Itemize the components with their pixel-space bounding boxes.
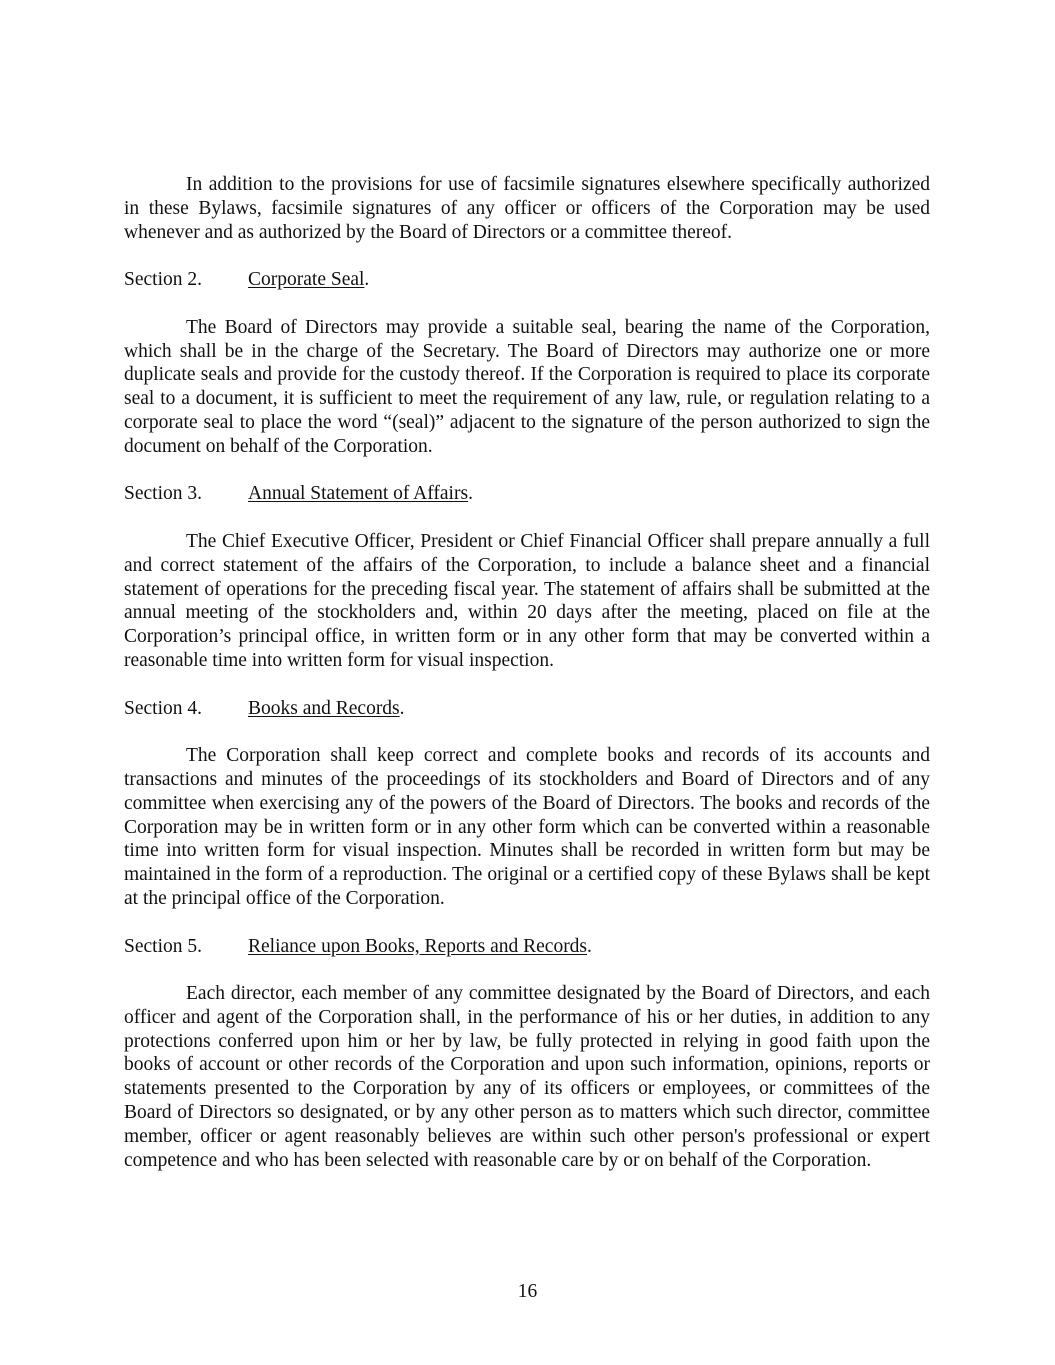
section-title: Annual Statement of Affairs [248,483,469,505]
paragraph-reliance: Each director, each member of any committee designated by the Board of Directors, and each officer and agent of the Corporation shall, in the performance of his or her duties, in addition to any protections conferred upon him or her by law, be fully protected in relying in good faith upon the books of account or other records of the Corporation and upon such information, opinions, reports or statements presented to the Corporation by any of its officers or employees, or committees of the Board of Directors so designated, or by any other person as to matters which such director, committee member, officer or agent reasonably believes are within such other person's professional or expert competence and who has been selected with reasonable care by or on behalf of the Corporation. [124,983,930,1171]
section-number: Section 2. [124,269,202,291]
section-number: Section 5. [124,935,202,957]
section-heading-2 [124,268,930,292]
document-body [124,173,930,1172]
paragraph-facsimile-signatures: In addition to the provisions for use of facsimile signatures elsewhere specifically authorized in these Bylaws, facsimile signatures of any officer or officers of the Corporation may be used whenever and as authorized by the Board of Directors or a committee thereof. [124,174,930,243]
section-title: Corporate Seal [248,269,365,291]
page-number: 16 [517,1281,538,1302]
section-title: Books and Records [248,697,400,719]
section-heading-5 [124,935,930,959]
section-title: Reliance upon Books, Reports and Records [248,935,588,957]
section-number: Section 4. [124,697,202,719]
paragraph-corporate-seal: The Board of Directors may provide a suitable seal, bearing the name of the Corporation, which shall be in the charge of the Secretary. The Board of Directors may authorize one or more duplicate seals and provide for the custody thereof. If the Corporation is required to place its corporate seal to a document, it is sufficient to meet the requirement of any law, rule, or regulation relating to a corporate seal to place the word “(seal)” adjacent to the signature of the person authorized to sign the document on behalf of the Corporation. [124,316,930,457]
section-number: Section 3. [124,483,202,505]
section-title-period: . [364,269,370,291]
paragraph-books-records: The Corporation shall keep correct and complete books and records of its accounts and transactions and minutes of the proceedings of its stockholders and Board of Directors and of any committee when exercising any of the powers of the Board of Directors. The books and records of the Corporation may be in written form or in any other form which can be converted within a reasonable time into written form for visual inspection. Minutes shall be recorded in written form but may be maintained in the form of a reproduction. The original or a certified copy of these Bylaws shall be kept at the principal office of the Corporation. [124,745,930,909]
section-title-period: . [399,697,405,719]
section-title-period: . [587,935,592,957]
section-heading-3 [124,482,930,506]
section-title-period: . [468,483,473,505]
paragraph-annual-statement: The Chief Executive Officer, President or Chief Financial Officer shall prepare annually a full and correct statement of the affairs of the Corporation, to include a balance sheet and a financial statement of operations for the preceding fiscal year. The statement of affairs shall be submitted at the annual meeting of the stockholders and, within 20 days after the meeting, placed on file at the Corporation’s principal office, in written form or in any other form that may be converted within a reasonable time into written form for visual inspection. [124,530,930,671]
section-heading-4 [124,697,930,721]
